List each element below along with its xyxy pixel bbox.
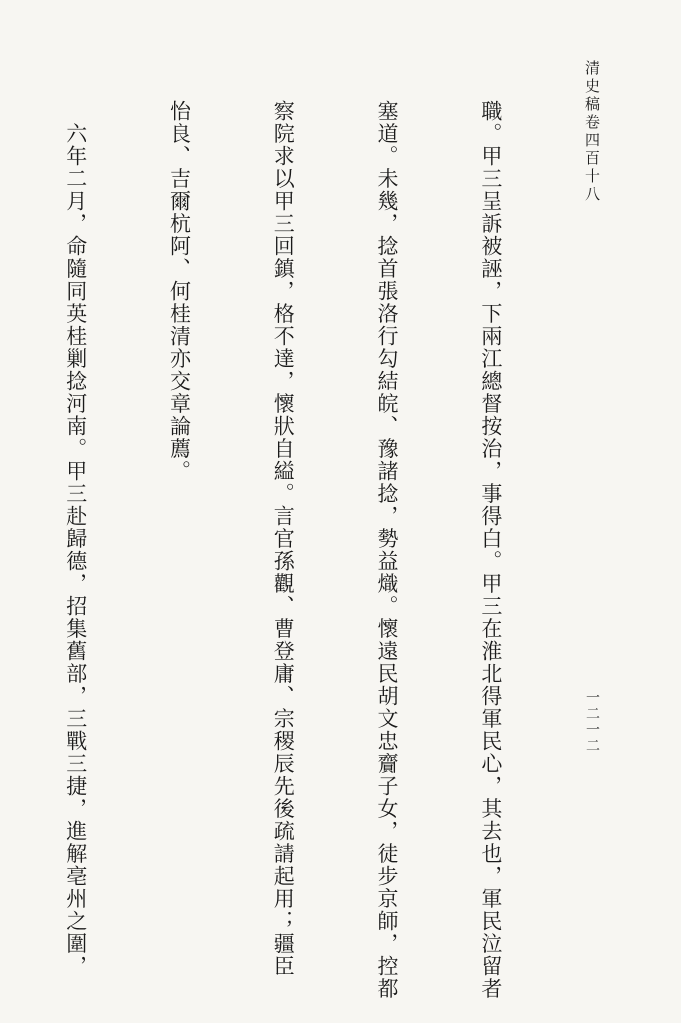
running-title: 清史稿卷四百十八 <box>583 60 601 204</box>
text-line: 職。甲三呈訴被誣，下兩江總督按治，事得白。甲三在淮北得軍民心，其去也，軍民泣留者 <box>478 100 503 1000</box>
text-line: 察院求以甲三回鎮，格不達，懷狀自縊。言官孫觀、曹登庸、宗稷辰先後疏請起用；疆臣 <box>271 100 296 978</box>
text-line: 塞道。未幾，捻首張洛行勾結皖、豫諸捻，勢益熾。懷遠民胡文忠齎子女，徒步京師，控都 <box>375 100 400 1000</box>
text-line: 六年二月，命隨同英桂剿捻河南。甲三赴歸德，招集舊部，三戰三捷，進解亳州之圍， <box>63 100 88 978</box>
text-line: 怡良、吉爾杭阿、何桂清亦交章論薦。 <box>167 100 192 483</box>
page-number: 一二一二 <box>584 690 600 754</box>
body-text <box>0 100 577 1000</box>
